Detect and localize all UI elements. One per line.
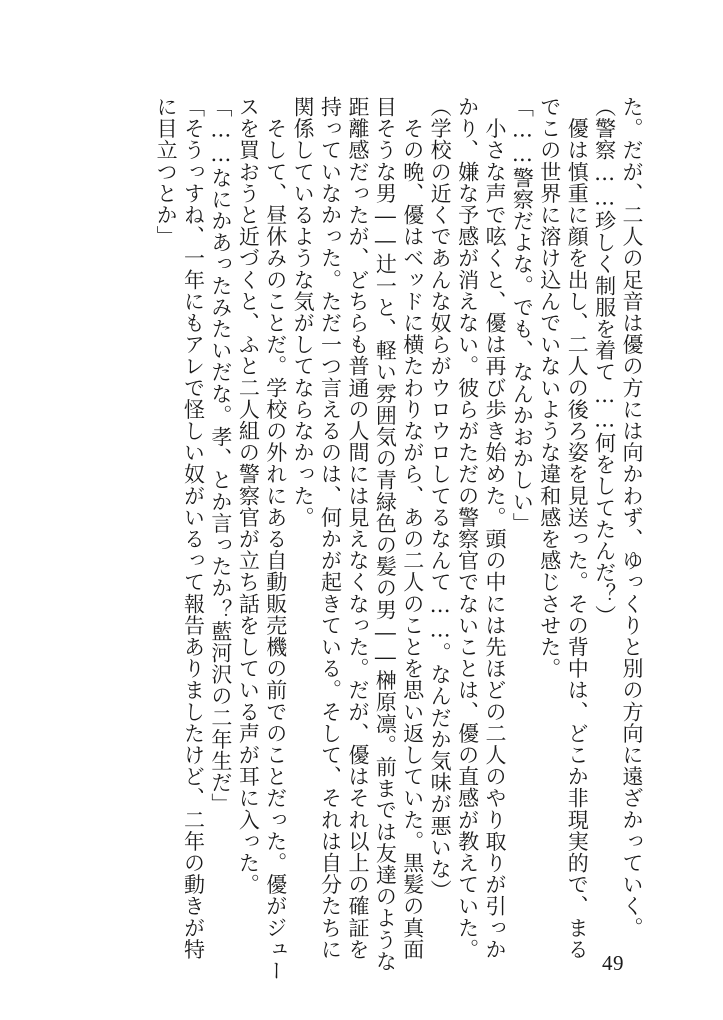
text-line: 目そうな男――辻一と、軽い雰囲気の青緑色の髪の男――榊原凛。前までは友達のような [373,96,398,972]
text-line: 「……なにかあったみたいだな。孝、とか言ったか？藍河沢の二年生だ」 [208,96,233,815]
text-line: 「そうっすね、一年にもアレで怪しい奴がいるって報告ありましたけど、二年の動きが特 [181,96,206,960]
text-line: かり、嫌な予感が消えない。彼らがただの警察官でないことは、優の直感が教えていた。 [455,96,480,960]
text-line: 距離感だったが、どちらも普通の人間には見えなくなった。だが、優はそれ以上の確証を [345,96,370,960]
text-line: （学校の近くであんな奴らがウロウロしてるなんて……。なんだか気味が悪いな） [428,96,453,902]
text-line: 「……警察だよな。でも、なんかおかしい」 [510,96,535,534]
text-line: に目立つとか」 [154,96,179,248]
text-line: （警察……珍しく制服を着て……何をしてたんだ？） [592,96,617,627]
text-line: でこの世界に溶け込んでいないような違和感を感じさせた。 [537,96,562,680]
text-line: 持っていなかった。ただ一つ言えるのは、何かが起きている。そして、それは自分たちに [318,96,343,960]
text-line: スを買おうと近づくと、ふと二人組の警察官が立ち話をしている声が耳に入った。 [236,96,261,896]
text-line: その晩、優はベッドに横たわりながら、あの二人のことを思い返していた。黒髪の真面 [400,96,425,960]
text-line: 小さな声で呟くと、優は再び歩き始めた。頭の中には先ほどの二人のやり取りが引っか [482,96,507,960]
text-line: そして、昼休みのことだ。学校の外れにある自動販売機の前でのことだった。優がジュー [263,96,288,982]
text-line: 関係しているような気がしてならなかった。 [291,96,316,528]
page-number: 49 [602,951,624,975]
text-line: 優は慎重に顔を出し、二人の後ろ姿を見送った。その背中は、どこか非現実的で、まる [565,96,590,960]
text-line: た。だが、二人の足音は優の方には向かわず、ゆっくりと別の方向に遠ざかっていく。 [620,96,644,939]
